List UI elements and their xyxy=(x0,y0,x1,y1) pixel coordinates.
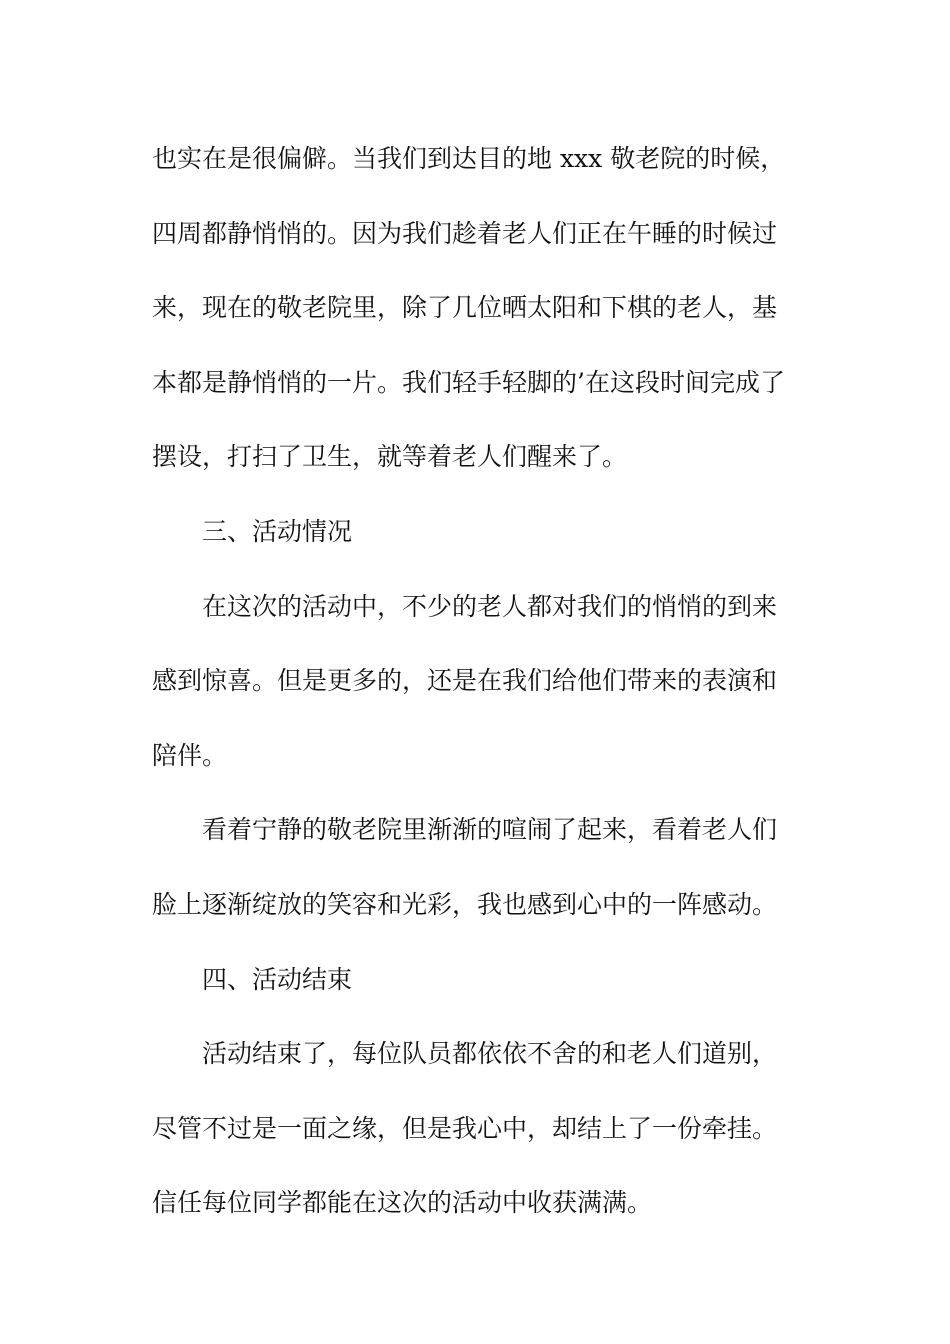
paragraph-emotion xyxy=(152,793,802,942)
section-heading-activity-status xyxy=(152,495,802,570)
text-line: 看着宁静的敬老院里渐渐的喧闹了起来，看着老人们 xyxy=(202,815,778,845)
text-line: 陪伴。 xyxy=(152,740,228,770)
section-heading-activity-end xyxy=(152,943,802,1018)
text-line: 脸上逐渐绽放的笑容和光彩，我也感到心中的一阵感动。 xyxy=(152,889,778,919)
text-line: 本都是静悄悄的一片。我们轻手轻脚的’在这段时间完成了 xyxy=(152,367,785,397)
document-body xyxy=(152,122,802,1241)
text-line: 在这次的活动中，不少的老人都对我们的悄悄的到来 xyxy=(202,591,778,621)
paragraph-surprise xyxy=(152,570,802,794)
text-line: 也实在是很偏僻。当我们到达目的地 xxx 敬老院的时候， xyxy=(152,144,786,173)
text-line: 摆设，打扫了卫生，就等着老人们醒来了。 xyxy=(152,442,628,472)
heading-text: 三、活动情况 xyxy=(202,516,353,546)
text-line: 信任每位同学都能在这次的活动中收获满满。 xyxy=(152,1188,653,1218)
text-line: 四周都静悄悄的。因为我们趁着老人们正在午睡的时候过 xyxy=(152,218,778,248)
paragraph-arrival xyxy=(152,122,802,495)
text-line: 活动结束了，每位队员都依依不舍的和老人们道别， xyxy=(202,1039,778,1069)
text-line: 尽管不过是一面之缘，但是我心中，却结上了一份牵挂。 xyxy=(152,1113,778,1143)
text-line: 来，现在的敬老院里，除了几位晒太阳和下棋的老人，基 xyxy=(152,293,778,323)
text-line: 感到惊喜。但是更多的，还是在我们给他们带来的表演和 xyxy=(152,666,778,696)
paragraph-farewell xyxy=(152,1017,802,1241)
heading-text: 四、活动结束 xyxy=(202,964,353,994)
